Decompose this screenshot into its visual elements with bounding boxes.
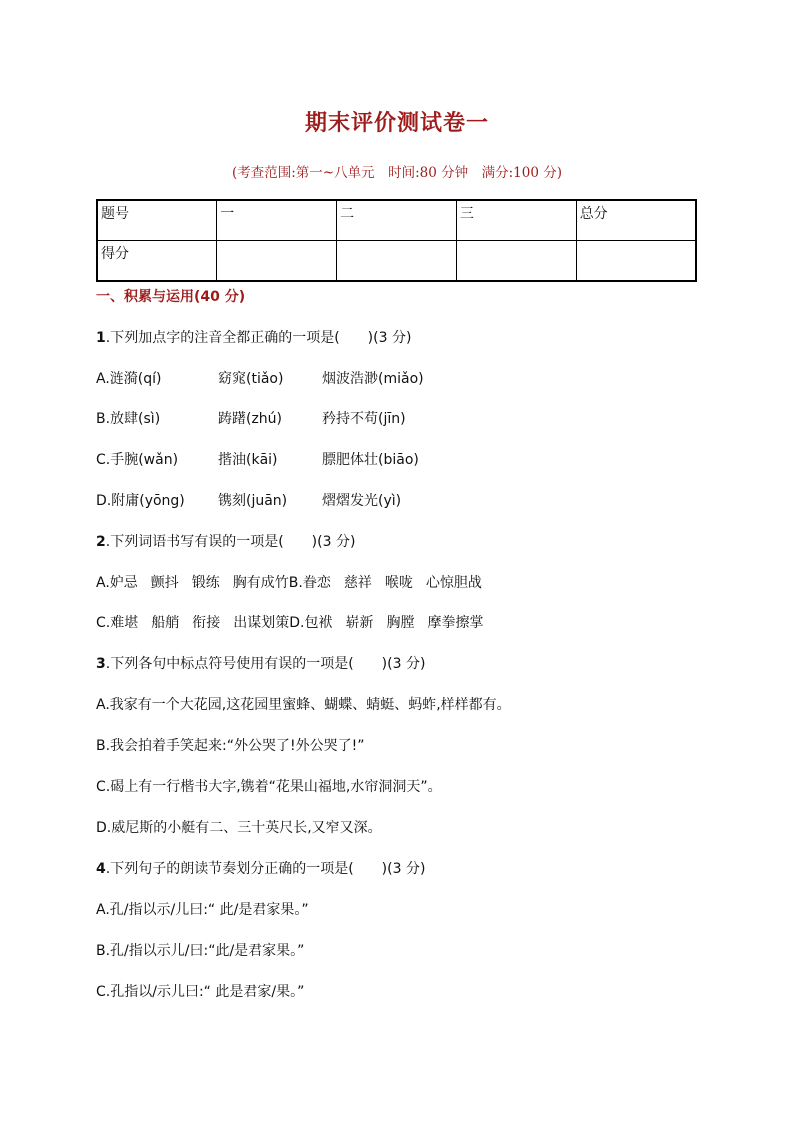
option-row [96, 408, 406, 428]
word-item: 喉咙 [384, 575, 413, 591]
table-row [97, 241, 696, 282]
row-label-cell: 得分 [97, 241, 217, 282]
option-item: 揩油(kāi) [218, 452, 278, 468]
option-row [96, 612, 483, 632]
word-item: 胸有成竹 [232, 575, 289, 591]
word-item: A.妒忌 [96, 575, 138, 591]
question-stem [96, 653, 425, 673]
score-cell[interactable] [576, 241, 696, 282]
question-number: 4 [96, 861, 106, 877]
header-cell: 总分 [576, 200, 696, 241]
question-text: .下列句子的朗读节奏划分正确的一项是( )(3 分) [105, 861, 426, 877]
question-stem [96, 531, 355, 551]
option-item: D.附庸(yōng) [96, 493, 185, 509]
question-text: .下列词语书写有误的一项是( )(3 分) [105, 534, 356, 550]
option-item: 烟波浩渺(miǎo) [322, 371, 424, 387]
word-item: 心惊胆战 [425, 575, 482, 591]
option-row [96, 572, 482, 592]
option-row [96, 449, 419, 469]
word-item: B.眷恋 [288, 575, 331, 591]
word-item: 慈祥 [343, 575, 372, 591]
header-cell: 三 [456, 200, 576, 241]
word-item: 颤抖 [150, 575, 179, 591]
score-table [96, 199, 697, 282]
question-stem [96, 327, 411, 347]
option-line: B.我会拍着手笑起来:“外公哭了!外公哭了!” [96, 738, 365, 754]
header-cell: 一 [217, 200, 337, 241]
word-item: 摩拳擦掌 [427, 615, 484, 631]
option-line: A.我家有一个大花园,这花园里蜜蜂、蝴蝶、蜻蜓、蚂蚱,样样都有。 [96, 697, 511, 713]
word-item: 崭新 [345, 615, 374, 631]
question-text: .下列加点字的注音全都正确的一项是( )(3 分) [105, 330, 412, 346]
section-title: 一、积累与运用(40 分) [96, 289, 246, 305]
option-item: A.涟漪(qí) [96, 371, 162, 387]
option-item: 熠熠发光(yì) [322, 493, 402, 509]
option-item: 窈窕(tiǎo) [218, 371, 284, 387]
score-cell[interactable] [456, 241, 576, 282]
word-item: 出谋划策 [233, 615, 290, 631]
option-line: A.孔/指以示/儿曰:“ 此/是君家果。” [96, 902, 309, 918]
header-cell: 二 [337, 200, 457, 241]
option-line: D.威尼斯的小艇有二、三十英尺长,又窄又深。 [96, 820, 382, 836]
word-item: 船艄 [151, 615, 180, 631]
option-item: 踌躇(zhú) [218, 411, 283, 427]
word-item: D.包袱 [289, 615, 333, 631]
page-title: 期末评价测试卷一 [304, 110, 489, 136]
option-item: 矜持不苟(jīn) [322, 411, 406, 427]
question-number: 1 [96, 330, 106, 346]
question-stem [96, 858, 425, 878]
score-cell[interactable] [337, 241, 457, 282]
word-item: 锻练 [191, 575, 220, 591]
word-item: C.难堪 [96, 615, 139, 631]
word-item: 胸膛 [386, 615, 415, 631]
option-item: 膘肥体壮(biāo) [322, 452, 419, 468]
option-line: C.孔指以/示儿曰:“ 此是君家/果。” [96, 984, 305, 1000]
option-item: B.放肆(sì) [96, 411, 161, 427]
score-cell[interactable] [217, 241, 337, 282]
question-number: 2 [96, 534, 106, 550]
option-item: 镌刻(juān) [218, 493, 288, 509]
option-row [96, 368, 424, 388]
option-row [96, 490, 401, 510]
option-line: C.碣上有一行楷书大字,镌着“花果山福地,水帘洞洞天”。 [96, 779, 442, 795]
table-row [97, 200, 696, 241]
exam-info: (考查范围:第一~八单元 时间:80 分钟 满分:100 分) [231, 165, 563, 181]
header-cell: 题号 [97, 200, 217, 241]
question-number: 3 [96, 656, 106, 672]
option-item: C.手腕(wǎn) [96, 452, 179, 468]
word-item: 衔接 [192, 615, 221, 631]
option-line: B.孔/指以示儿/曰:“此/是君家果。” [96, 943, 305, 959]
question-text: .下列各句中标点符号使用有误的一项是( )(3 分) [105, 656, 426, 672]
